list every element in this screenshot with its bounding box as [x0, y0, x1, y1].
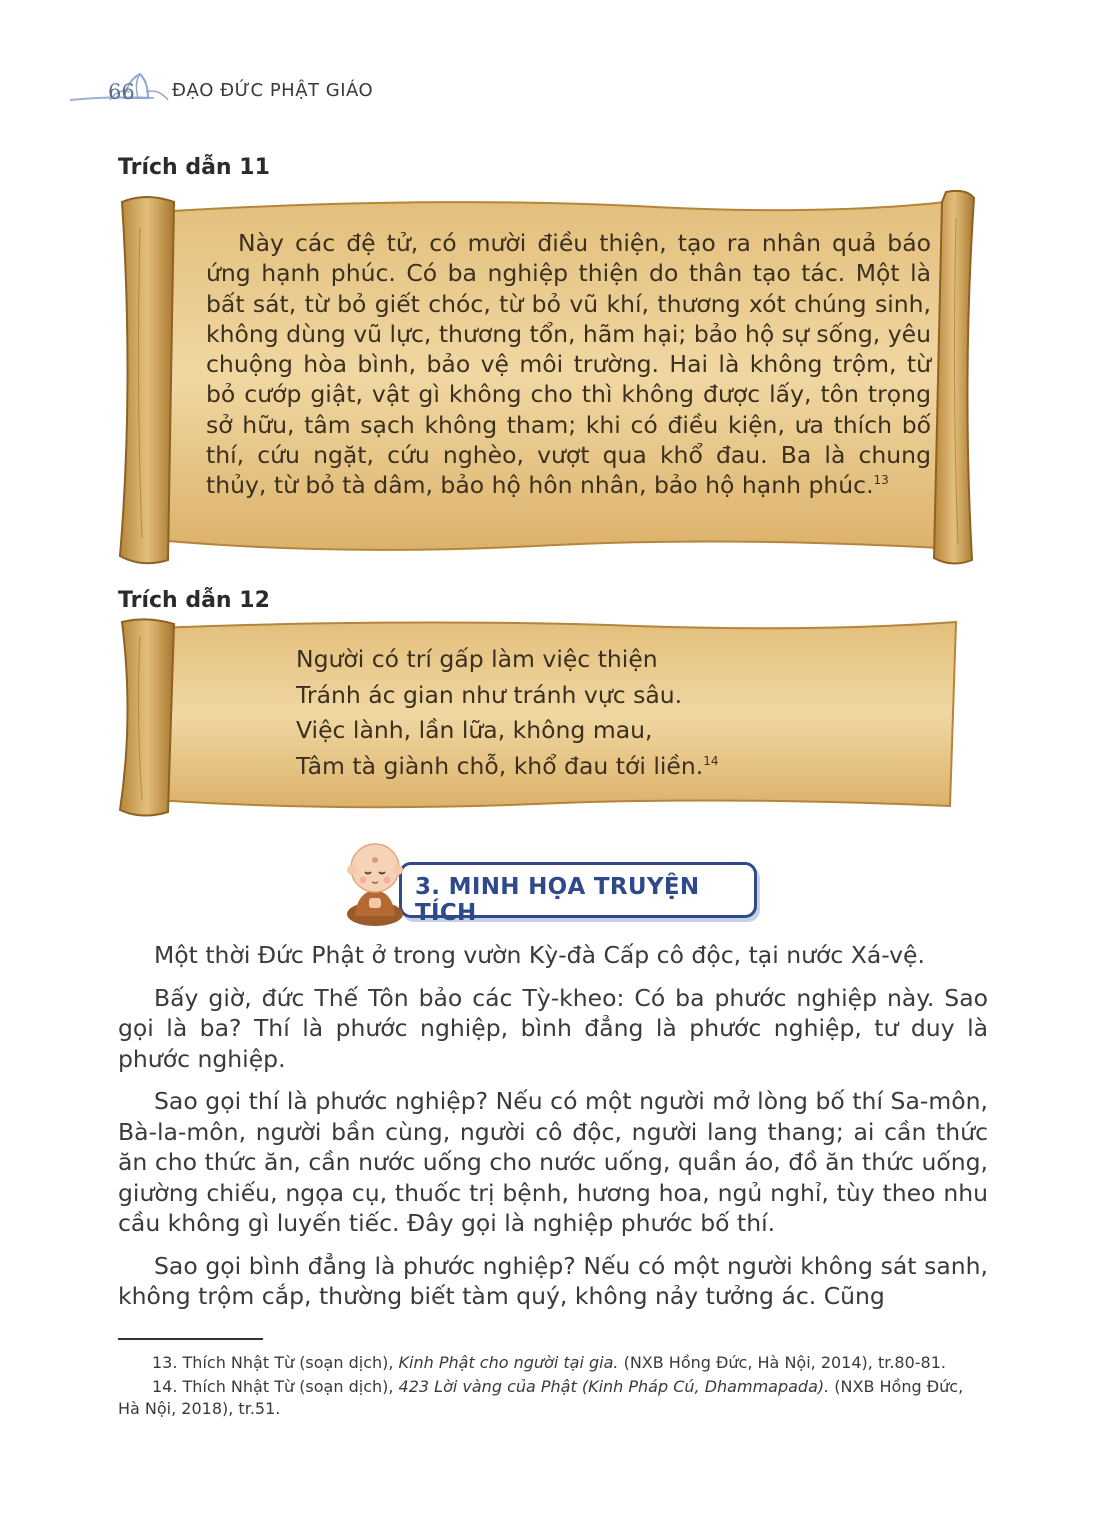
monk-mascot-icon — [335, 838, 415, 928]
quote-12-heading: Trích dẫn 12 — [118, 588, 270, 613]
page-number: 66 — [108, 80, 135, 104]
footnote-14: 14. Thích Nhật Từ (soạn dịch), 423 Lời vàng của Phật (Kinh Pháp Cú, Dhammapada). (NXB Hồng Đức, Hà Nội, 2018), tr.51. — [118, 1377, 964, 1418]
quote-11-scroll — [116, 188, 976, 568]
verse-line-2: Tránh ác gian như tránh vực sâu. — [296, 680, 683, 709]
body-paragraph-2: Bấy giờ, đức Thế Tôn bảo các Tỳ-kheo: Có ba phước nghiệp này. Sao gọi là ba? Thí là phước nghiệp, bình đẳng là phước nghiệp, tư duy là phước nghiệp. — [118, 983, 988, 1073]
footnote-13: 13. Thích Nhật Từ (soạn dịch), Kinh Phật cho người tại gia. (NXB Hồng Đức, Hà Nội, 2014), tr.80-81. — [152, 1353, 946, 1372]
body-paragraph-4: Sao gọi bình đẳng là phước nghiệp? Nếu có một người không sát sanh, không trộm cắp, thường biết tàm quý, không nảy tưởng ác. Cũng — [118, 1251, 988, 1310]
quote-11-text: Này các đệ tử, có mười điều thiện, tạo ra nhân quả báo ứng hạnh phúc. Có ba nghiệp thiện do thân tạo tác. Một là bất sát, từ bỏ giết chóc, từ bỏ vũ khí, thương xót chúng sinh, không dùng vũ lực, thương tổn, hãm hại; bảo hộ sự sống, yêu chuộng hòa bình, bảo vệ môi trường. Hai là không trộm, từ bỏ cướp giật, vật gì không cho thì không được lấy, tôn trọng sở hữu, tâm sạch không tham; khi có điều kiện, ưa thích bố thí, cứu ngặt, cứu nghèo, vượt qua khổ đau. Ba là chung thủy, từ bỏ tà dâm, bảo hộ hôn nhân, bảo hộ hạnh phúc. — [206, 229, 931, 500]
section-title: 3. MINH HỌA TRUYỆN TÍCH — [415, 874, 700, 926]
section-banner — [335, 838, 765, 928]
running-title: ĐẠO ĐỨC PHẬT GIÁO — [172, 80, 374, 101]
verse-line-4: Tâm tà giành chỗ, khổ đau tới liền. — [296, 751, 704, 780]
quote-12-scroll — [116, 616, 976, 820]
verse-line-3: Việc lành, lần lữa, không mau, — [296, 716, 653, 745]
footnote-ref-14[interactable]: 14 — [703, 753, 719, 768]
footnote-separator — [118, 1338, 263, 1340]
story-body — [118, 940, 988, 1324]
footnote-ref-13[interactable]: 13 — [873, 473, 889, 488]
body-paragraph-1: Một thời Đức Phật ở trong vườn Kỳ-đà Cấp cô độc, tại nước Xá-vệ. — [154, 941, 925, 969]
quote-11-heading: Trích dẫn 11 — [118, 155, 270, 180]
footnotes — [118, 1352, 988, 1422]
verse-line-1: Người có trí gấp làm việc thiện — [296, 645, 658, 673]
body-paragraph-3: Sao gọi thí là phước nghiệp? Nếu có một người mở lòng bố thí Sa-môn, Bà-la-môn, người bần cùng, người cô độc, người lang thang; ai cần thức ăn cho thức ăn, cần nước uống cho nước uống, quần áo, đồ ăn thức uống, giường chiếu, ngọa cụ, thuốc trị bệnh, hương hoa, ngủ nghỉ, tùy theo nhu cầu không gì luyến tiếc. Đây gọi là nghiệp phước bố thí. — [118, 1087, 988, 1237]
